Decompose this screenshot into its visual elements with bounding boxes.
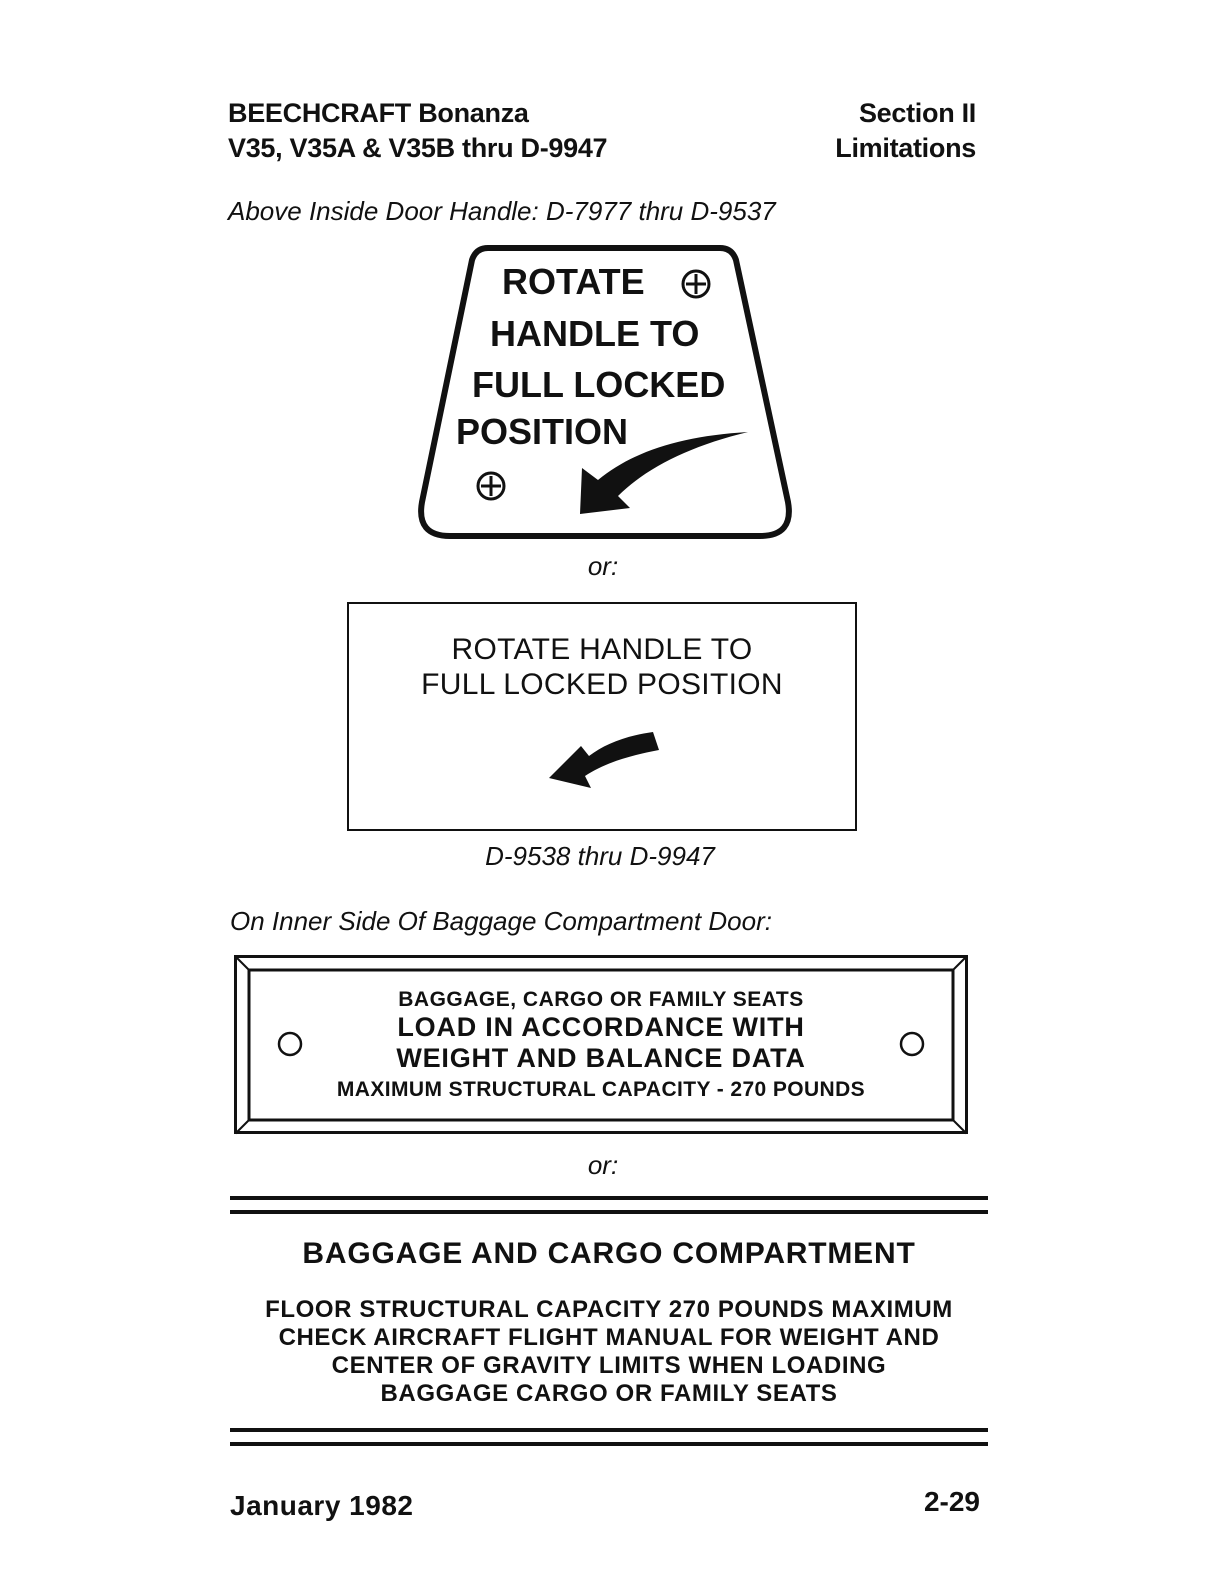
screw-icon — [478, 473, 504, 499]
placard2-text — [349, 632, 855, 702]
placard3-line4: MAXIMUM STRUCTURAL CAPACITY - 270 POUNDS — [336, 1078, 866, 1101]
screw-icon — [683, 271, 709, 297]
header-models: V35, V35A & V35B thru D-9947 — [228, 133, 608, 163]
header-title: BEECHCRAFT Bonanza — [228, 98, 529, 128]
placard3-line3: WEIGHT AND BALANCE DATA — [396, 1043, 806, 1073]
placard4-line2: CHECK AIRCRAFT FLIGHT MANUAL FOR WEIGHT AND — [278, 1324, 940, 1351]
placard1-line3: FULL LOCKED — [472, 364, 726, 405]
footer-date: January 1982 — [230, 1490, 414, 1521]
placard1-line2: HANDLE TO — [490, 313, 700, 354]
placard2-line2: FULL LOCKED POSITION — [421, 668, 783, 701]
placard4-line3: CENTER OF GRAVITY LIMITS WHEN LOADING — [331, 1352, 887, 1379]
header-section-title: Limitations — [835, 133, 976, 163]
baggage-door-caption: On Inner Side Of Baggage Compartment Door: — [230, 906, 772, 936]
placard3-line1: BAGGAGE, CARGO OR FAMILY SEATS — [398, 988, 804, 1011]
serial-range: D-9538 thru D-9947 — [485, 841, 715, 871]
header-left — [228, 96, 607, 166]
divider-rule — [230, 1210, 988, 1214]
placard4-title: BAGGAGE AND CARGO COMPARTMENT — [302, 1237, 916, 1270]
divider-rule — [230, 1196, 988, 1200]
door-handle-caption: Above Inside Door Handle: D-7977 thru D-9537 — [228, 196, 776, 226]
placard1-line1: ROTATE — [502, 261, 645, 302]
rectangle-placard — [347, 602, 857, 831]
placard4-line1: FLOOR STRUCTURAL CAPACITY 270 POUNDS MAXIMUM — [265, 1296, 953, 1323]
placard4-line4: BAGGAGE CARGO OR FAMILY SEATS — [380, 1380, 838, 1407]
divider-rule — [230, 1442, 988, 1446]
placard2-line1: ROTATE HANDLE TO — [451, 633, 753, 666]
or-separator: or: — [587, 1150, 619, 1180]
arrow-icon — [545, 728, 661, 792]
placard1-line4: POSITION — [456, 411, 629, 452]
page-number: 2-29 — [923, 1486, 980, 1517]
header-section: Section II — [858, 98, 976, 128]
or-separator: or: — [587, 551, 619, 581]
placard4-body — [226, 1296, 992, 1408]
divider-rule — [230, 1428, 988, 1432]
placard3-line2: LOAD IN ACCORDANCE WITH — [397, 1012, 805, 1042]
header-right — [835, 96, 976, 166]
